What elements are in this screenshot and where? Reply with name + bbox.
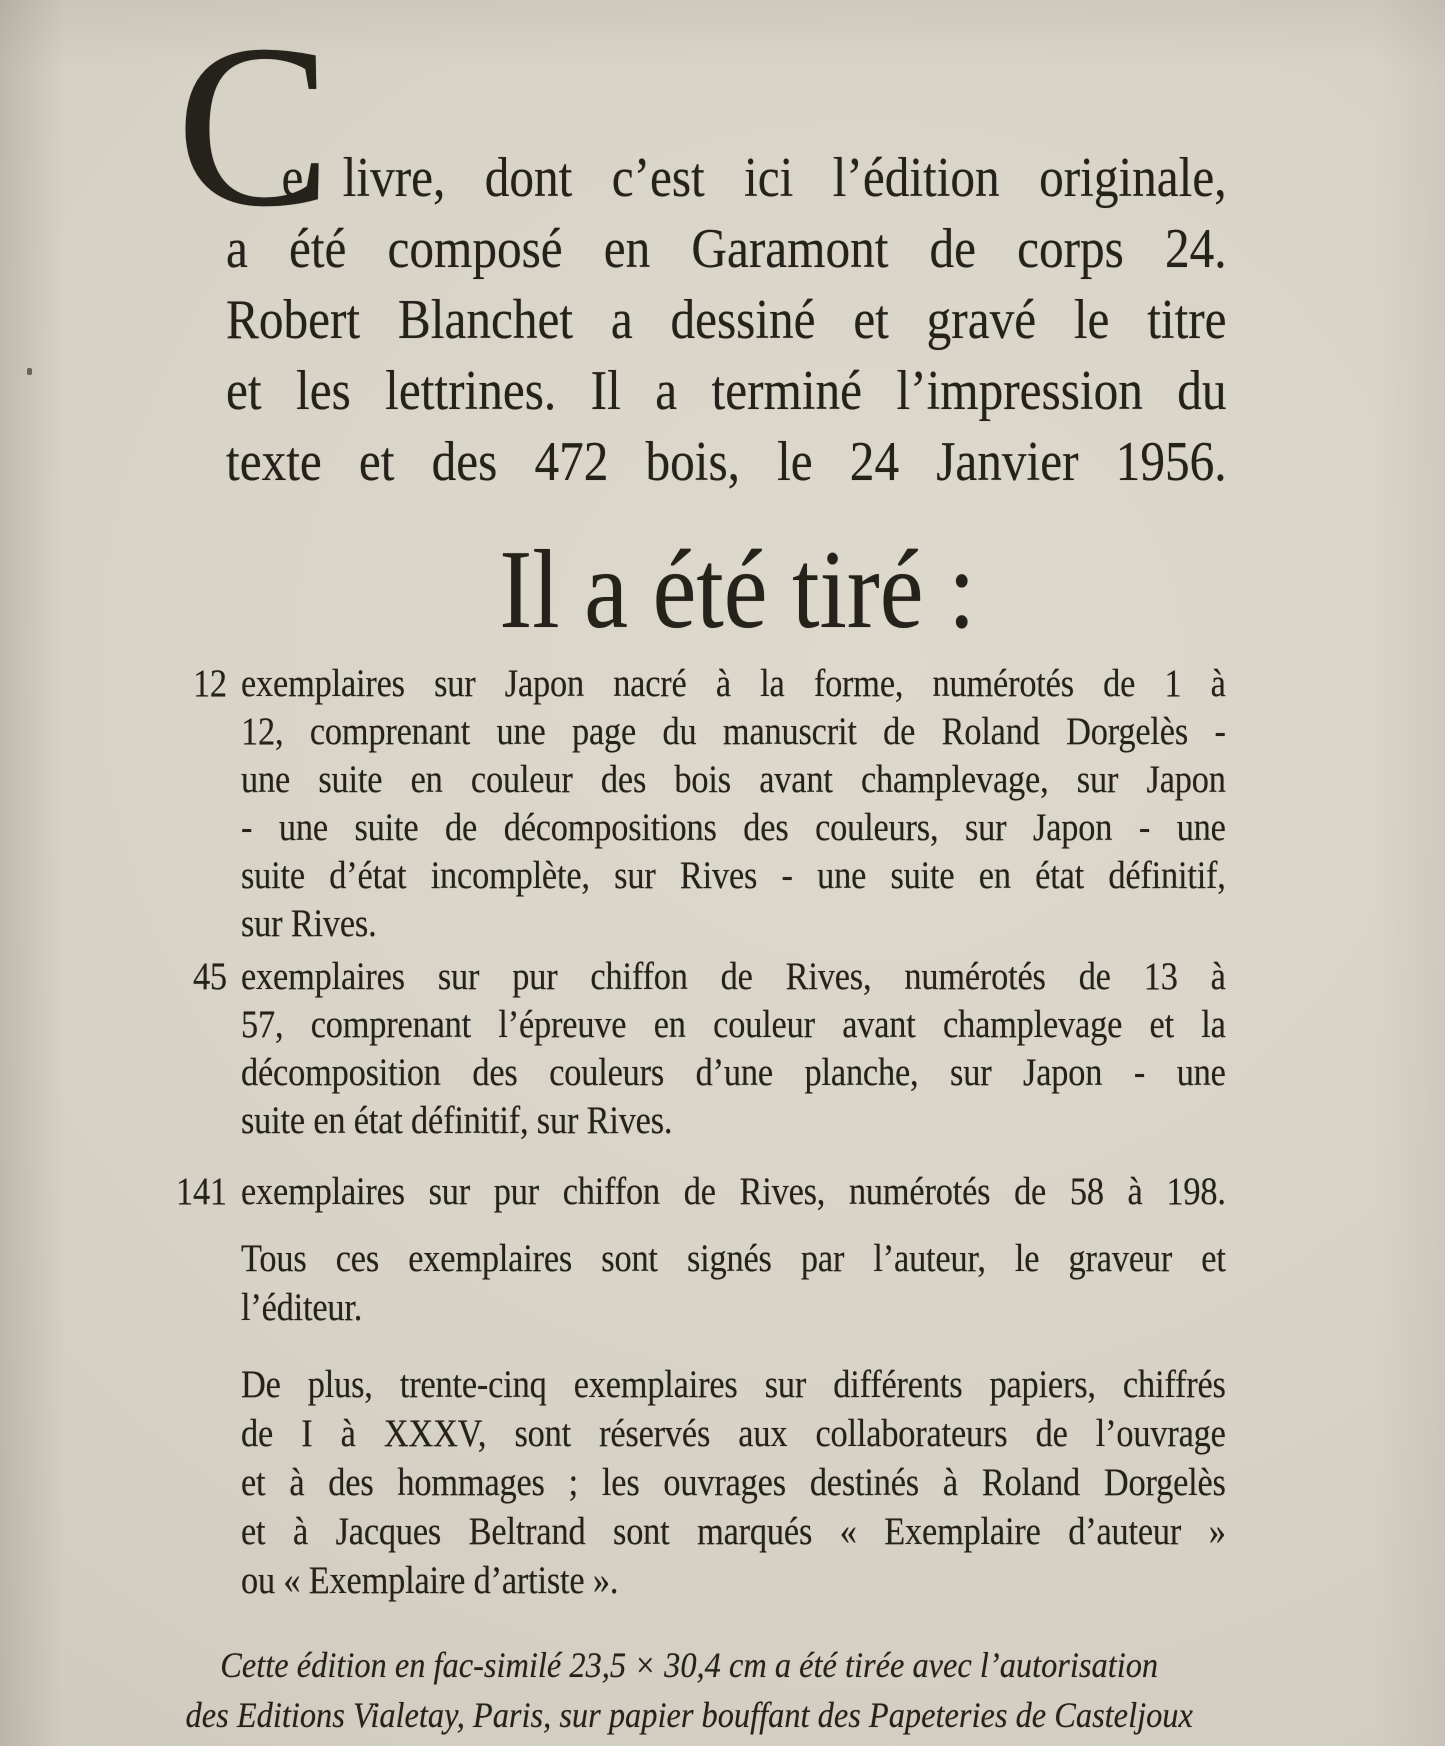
text-line: une suite en couleur des bois avant champlevage, sur Japon — [241, 758, 1226, 801]
text-line: e livre, dont c’est ici l’édition originale, — [281, 147, 1227, 209]
text-line: suite en état définitif, sur Rives. — [241, 1099, 673, 1142]
text-line: ou « Exemplaire d’artiste ». — [241, 1559, 619, 1602]
text-line: de I à XXXV, sont réservés aux collaborateurs de l’ouvrage — [241, 1412, 1226, 1455]
text-line: exemplaires sur pur chiffon de Rives, numérotés de 13 à — [241, 955, 1226, 998]
text-line: exemplaires sur pur chiffon de Rives, numérotés de 58 à 198. — [241, 1170, 1226, 1213]
item-number: 45 — [192, 955, 227, 998]
text-line: De plus, trente-cinq exemplaires sur différents papiers, chiffrés — [241, 1363, 1226, 1406]
intro-paragraph — [226, 143, 1227, 498]
hors-commerce-paragraph — [241, 1360, 1226, 1605]
edition-item-rives-141 — [175, 1168, 1226, 1216]
text-line: 12, comprenant une page du manuscrit de Roland Dorgelès - — [241, 710, 1226, 753]
text-line: décomposition des couleurs d’une planche, sur Japon - une — [241, 1051, 1226, 1094]
item-number: 12 — [192, 662, 227, 705]
text-line: suite d’état incomplète, sur Rives - une suite en état définitif, — [241, 854, 1226, 897]
text-line: 57, comprenant l’épreuve en couleur avant champlevage et la — [241, 1003, 1226, 1046]
tirage-heading: Il a été tiré : — [499, 528, 976, 652]
text-line: Robert Blanchet a dessiné et gravé le titre — [226, 289, 1227, 351]
text-line: sur Rives. — [241, 902, 377, 945]
text-line: exemplaires sur Japon nacré à la forme, numérotés de 1 à — [241, 662, 1226, 705]
text-line: texte et des 472 bois, le 24 Janvier 1956. — [226, 431, 1227, 493]
edition-item-japon — [192, 660, 1226, 948]
edition-item-rives-45 — [192, 953, 1226, 1145]
facsimile-note — [39, 1640, 1340, 1740]
text-line: des Editions Vialetay, Paris, sur papier bouffant des Papeteries de Casteljoux — [185, 1695, 1193, 1735]
text-line: a été composé en Garamont de corps 24. — [226, 218, 1227, 280]
text-line: et les lettrines. Il a terminé l’impression du — [226, 360, 1227, 422]
text-line: - une suite de décompositions des couleurs, sur Japon - une — [241, 806, 1226, 849]
text-line: et à Jacques Beltrand sont marqués « Exemplaire d’auteur » — [241, 1510, 1226, 1553]
signatures-paragraph — [241, 1234, 1226, 1332]
text-line: Cette édition en fac-similé 23,5 × 30,4 cm a été tirée avec l’autorisation — [220, 1645, 1159, 1685]
paper-speck — [27, 368, 32, 375]
item-number: 141 — [175, 1170, 227, 1213]
text-line: et à des hommages ; les ouvrages destinés à Roland Dorgelès — [241, 1461, 1226, 1504]
text-line: l’éditeur. — [241, 1286, 363, 1329]
text-line: Tous ces exemplaires sont signés par l’auteur, le graveur et — [241, 1237, 1226, 1280]
dropcap-initial: C — [176, 0, 332, 255]
